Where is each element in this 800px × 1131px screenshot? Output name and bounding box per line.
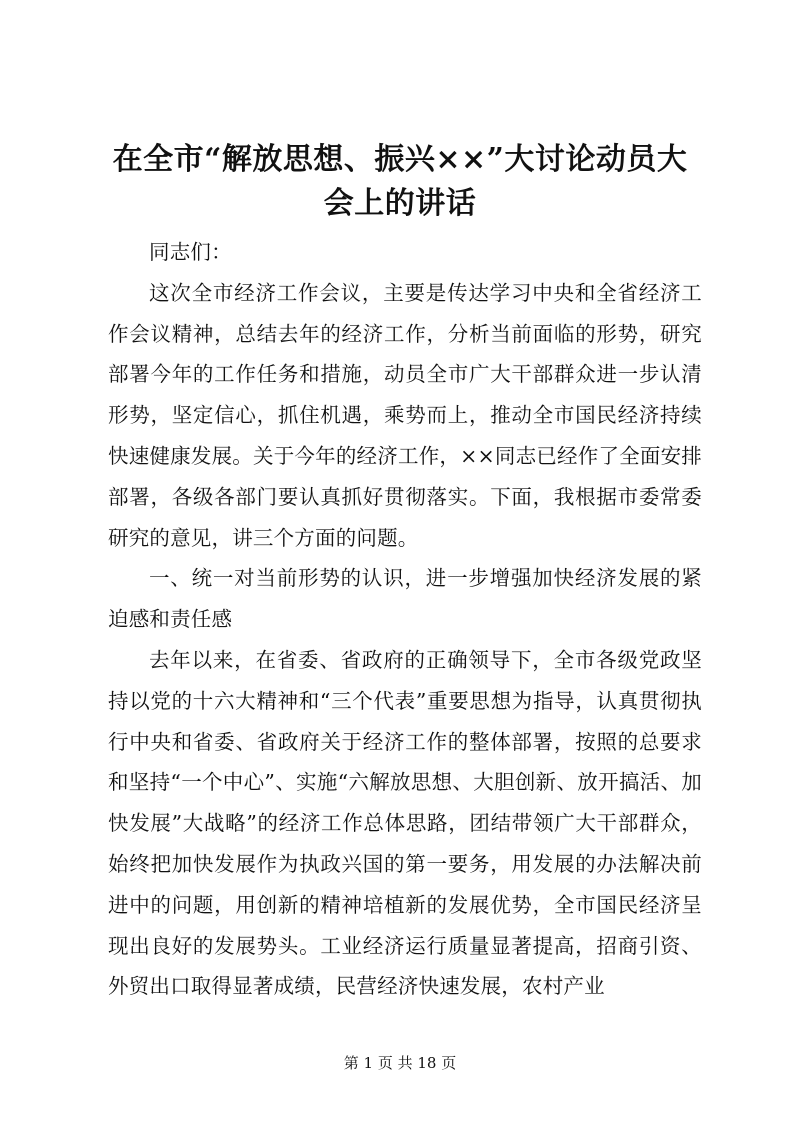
- title-line-2: 会上的讲话: [323, 186, 477, 221]
- body-paragraph: 去年以来，在省委、省政府的正确领导下，全市各级党政坚持以党的十六大精神和“三个代表”重要思想为指导，认真贯彻执行中央和省委、省政府关于经济工作的整体部署，按照的总要求和坚持“一个中心”、实施“六解放思想、大胆创新、放开搞活、加快发展”大战略”的经济工作总体思路，团结带领广大干部群众，始终把加快发展作为执政兴国的第一要务，用发展的办法解决前进中的问题，用创新的精神培植新的发展优势，全市国民经济呈现出良好的发展势头。工业经济运行质量显著提高，招商引资、外贸出口取得显著成绩，民营经济快速发展，农村产业: [108, 647, 702, 999]
- document-body: [108, 232, 702, 1007]
- body-paragraph: 这次全市经济工作会议，主要是传达学习中央和全省经济工作会议精神，总结去年的经济工作，分析当前面临的形势，研究部署今年的工作任务和措施，动员全市广大干部群众进一步认清形势，坚定信心，抓住机遇，乘势而上，推动全市国民经济持续快速健康发展。关于今年的经济工作，××同志已经作了全面安排部署，各级各部门要认真抓好贯彻落实。下面，我根据市委常委研究的意见，讲三个方面的问题。: [108, 280, 702, 550]
- section-heading: 一、统一对当前形势的认识，进一步增强加快经济发展的紧迫感和责任感: [108, 566, 702, 632]
- page-number: 第 1 页 共 18 页: [343, 1054, 457, 1072]
- salutation: 同志们：: [149, 240, 232, 264]
- title-line-1: 在全市“解放思想、振兴××”大讨论动员大: [112, 142, 688, 177]
- document-title: [100, 138, 700, 226]
